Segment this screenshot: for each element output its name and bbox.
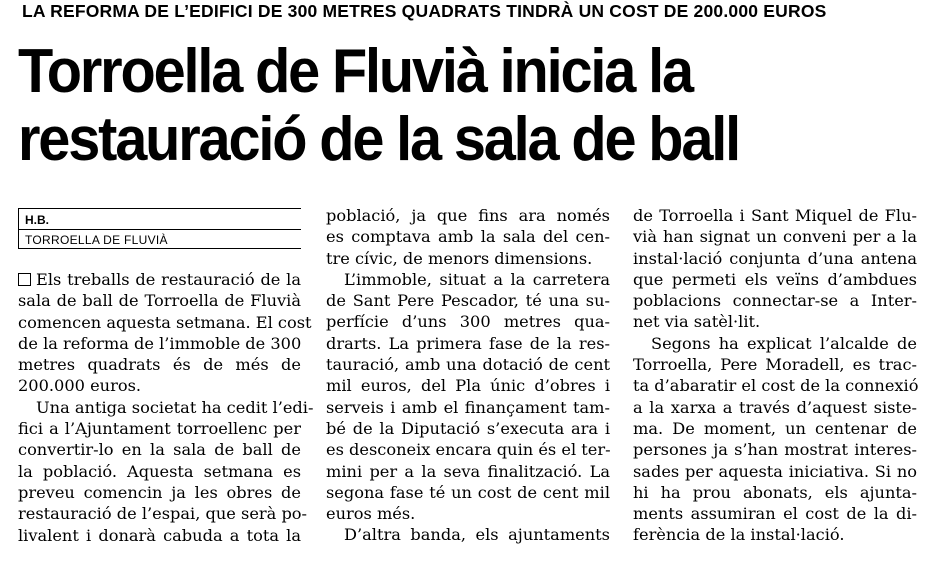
body-line: a la xarxa a través d’aquest siste- <box>633 397 917 417</box>
body-line: instal·lació conjunta d’una antena <box>633 248 917 268</box>
body-line: de Torroella i Sant Miquel de Flu- <box>633 206 917 225</box>
body-line: ments assumiran el cost de la di- <box>633 504 917 524</box>
body-line: drarts. La primera fase de la res- <box>326 333 610 353</box>
body-line: de Sant Pere Pescador, té una su- <box>326 291 610 311</box>
body-line: perfície d’uns 300 metres qua- <box>326 312 610 332</box>
body-line: comencen aquesta setmana. El cost <box>18 312 312 332</box>
body-line: sala de ball de Torroella de Fluvià <box>18 291 301 311</box>
byline-place: TORROELLA DE FLUVIÀ <box>25 233 168 247</box>
body-line: serveis i amb el finançament tam- <box>326 397 610 417</box>
body-line: es comptava amb la sala del cen- <box>326 227 610 247</box>
body-line: livalent i donarà cabuda a tota la <box>18 525 301 545</box>
body-column-2 <box>326 205 610 546</box>
body-line: metres quadrats és de més de <box>18 355 301 375</box>
body-line: fici a l’Ajuntament torroellenc per <box>18 419 301 439</box>
headline-line-1: Torroella de Fluvià inicia la <box>18 37 692 106</box>
body-line: convertir-lo en la sala de ball de <box>18 440 301 460</box>
body-line: sades per aquesta iniciativa. Si no <box>633 461 917 481</box>
body-line: L’immoble, situat a la carretera <box>344 269 610 289</box>
body-line: la població. Aquesta setmana es <box>18 461 301 481</box>
byline-author: H.B. <box>19 209 301 230</box>
body-line: de la reforma de l’immoble de 300 <box>18 333 302 353</box>
body-line: segona fase té un cost de cent mil <box>326 482 610 502</box>
body-line: 200.000 euros. <box>18 376 142 396</box>
body-line: vià han signat un conveni per a la <box>633 227 917 247</box>
body-line: Segons ha explicat l’alcalde de <box>651 333 917 353</box>
body-line: població, ja que fins ara només <box>326 206 610 225</box>
body-line: ma. De moment, un centenar de <box>633 418 917 438</box>
body-line: restauració de l’espai, que serà po- <box>18 504 308 524</box>
body-line: net via satèl·lit. <box>633 312 761 332</box>
kicker-headline: LA REFORMA DE L’EDIFICI DE 300 METRES QUADRATS TINDRÀ UN COST DE 200.000 EUROS <box>22 1 827 21</box>
body-line: mini per a la seva finalització. La <box>326 461 610 481</box>
body-line: D’altra banda, els ajuntaments <box>344 525 610 545</box>
body-line: es desconeix encara quin és el ter- <box>326 440 611 460</box>
body-line: bé de la Diputació s’executa ara i <box>326 418 610 438</box>
body-line: hi ha prou abonats, els ajunta- <box>633 482 917 502</box>
byline-box <box>18 208 301 249</box>
body-line: preveu comencin ja les obres de <box>18 482 301 502</box>
bullet-square-icon <box>18 273 31 286</box>
body-line: ferència de la instal·lació. <box>633 525 845 545</box>
body-line: tauració, amb una dotació de cent <box>326 355 610 375</box>
body-line: Una antiga societat ha cedit l’edi- <box>36 397 314 417</box>
body-column-3 <box>633 205 917 546</box>
body-line: Torroella, Pere Moradell, es trac- <box>633 355 917 375</box>
body-line: Els treballs de restauració de la <box>18 269 301 290</box>
body-column-1 <box>18 269 314 546</box>
body-line: tre cívic, de menors dimensions. <box>326 248 593 268</box>
body-line: euros més. <box>326 504 416 524</box>
body-line: ta d’abaratir el cost de la connexió <box>633 376 919 396</box>
article-headline <box>18 38 739 174</box>
body-line: persones ja s’han mostrat interes- <box>633 440 917 460</box>
body-line: poblacions connectar-se a Inter- <box>633 291 917 311</box>
body-line: mil euros, del Pla únic d’obres i <box>326 376 610 396</box>
body-line: que permeti els veïns d’ambdues <box>633 269 917 289</box>
headline-line-2: restauració de la sala de ball <box>18 105 740 174</box>
